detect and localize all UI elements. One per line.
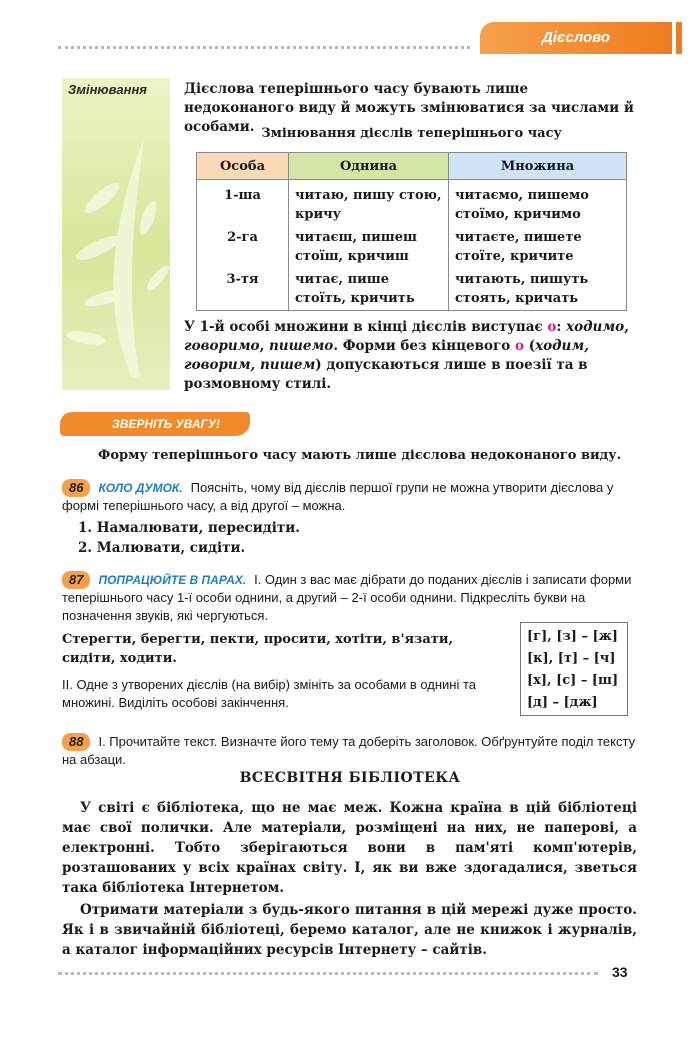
exercise-number: 87 <box>62 571 90 589</box>
exercise-title: КОЛО ДУМОК. <box>98 481 183 495</box>
exercise-87-part-2: ІІ. Одне з утворених дієслів (на вибір) змініть за особами в однині та множині. Виділіть особові закінчення. <box>62 677 477 710</box>
section-tab: Дієслово <box>480 22 672 54</box>
cell-plural: читають, пишуть стоять, кричать <box>449 268 627 311</box>
sidebar-decoration <box>62 78 170 390</box>
column-header-person: Особа <box>197 153 289 180</box>
exercise-text: І. Один з вас має дібрати до поданих дієслів і записати форми теперішнього часу 1-ї особи однини, а другий – 2-ї особи однини. Підкресліть букви на позначення звуків, які чергуються. <box>62 572 632 623</box>
table-title: Змінювання дієслів теперішнього часу <box>261 126 562 141</box>
section-tab-edge <box>676 22 682 54</box>
cell-person: 2-га <box>197 226 289 268</box>
alternation-box <box>520 622 628 716</box>
column-header-singular: Однина <box>289 153 449 180</box>
cell-singular: читаю, пишу стою, кричу <box>289 180 449 227</box>
alternation-item: [к], [т] – [ч] <box>527 651 616 666</box>
intro-paragraph: Дієслова теперішнього часу бувають лише недоконаного виду й можуть змінюватися за числами й особами. <box>184 81 634 135</box>
attention-text: Форму теперішнього часу мають лише дієслова недоконаного виду. <box>98 448 622 463</box>
cell-person: 3-тя <box>197 268 289 311</box>
top-dotted-divider <box>58 46 470 49</box>
story-title: ВСЕСВІТНЯ БІБЛІОТЕКА <box>239 770 461 786</box>
table-row <box>197 226 627 268</box>
exercise-title: ПОПРАЦЮЙТЕ В ПАРАХ. <box>98 573 247 587</box>
sidebar-label: Змінювання <box>68 82 147 97</box>
cell-person: 1-ша <box>197 180 289 227</box>
cell-plural: читаєте, пишете стоїте, кричите <box>449 226 627 268</box>
exercise-88 <box>62 733 638 769</box>
exercise-86-item-2: 2. Малювати, сидіти. <box>78 540 246 556</box>
exercise-text: І. Прочитайте текст. Визначте його тему та доберіть заголовок. Обґрунтуйте поділ тексту на абзаци. <box>62 734 636 767</box>
story-paragraph-2: Отримати матеріали з будь-якого питання в цій мережі дуже просто. Як і в звичайній бібліотеці, беремо каталог, але не книжок і журналів, а каталог інформаційних ресурсів Інтернету – сайтів. <box>62 902 637 958</box>
rule-note: У 1-й особі множини в кінці дієслів виступає о: ходимо, говоримо, пишемо. Форми без кінцевого о (ходим, говорим, пишем) допускаються лише в поезії та в розмовному стилі. <box>184 319 629 392</box>
exercise-86 <box>62 479 638 515</box>
cell-singular: читає, пише стоїть, кричить <box>289 268 449 311</box>
story-paragraph-1: У світі є бібліотека, що не має меж. Кожна країна в цій бібліотеці має свої полички. Але матеріали, розміщені на них, не паперові, а електронні. Тобто зберігаються вони в пам'яті комп'ютерів, розташованих у всіх країнах світу. І, як ви вже здогадалися, зветься така бібліотека Інтернетом. <box>62 800 637 896</box>
alternation-item: [х], [с] – [ш] <box>527 673 619 688</box>
table-row <box>197 268 627 311</box>
leaf-ornament-icon <box>62 78 170 390</box>
table-row <box>197 180 627 227</box>
bottom-dotted-divider <box>58 972 598 975</box>
exercise-86-item-1: 1. Намалювати, пересидіти. <box>78 520 300 536</box>
alternation-item: [д] – [дж] <box>527 695 598 710</box>
alternation-item: [г], [з] – [ж] <box>527 629 618 644</box>
attention-badge: ЗВЕРНІТЬ УВАГУ! <box>60 412 250 436</box>
page-number: 33 <box>612 964 628 980</box>
cell-plural: читаємо, пишемо стоїмо, кричимо <box>449 180 627 227</box>
exercise-text: Поясніть, чому від дієслів першої групи не можна утворити дієслова у формі теперішнього часу, а від другої – можна. <box>62 480 614 513</box>
conjugation-table <box>196 152 627 311</box>
exercise-87 <box>62 571 638 625</box>
cell-singular: читаєш, пишеш стоїш, кричиш <box>289 226 449 268</box>
exercise-number: 86 <box>62 479 90 497</box>
exercise-87-verbs: Стерегти, берегти, пекти, просити, хотіти, в'язати, сидіти, ходити. <box>62 632 453 666</box>
column-header-plural: Множина <box>449 153 627 180</box>
exercise-number: 88 <box>62 733 90 751</box>
